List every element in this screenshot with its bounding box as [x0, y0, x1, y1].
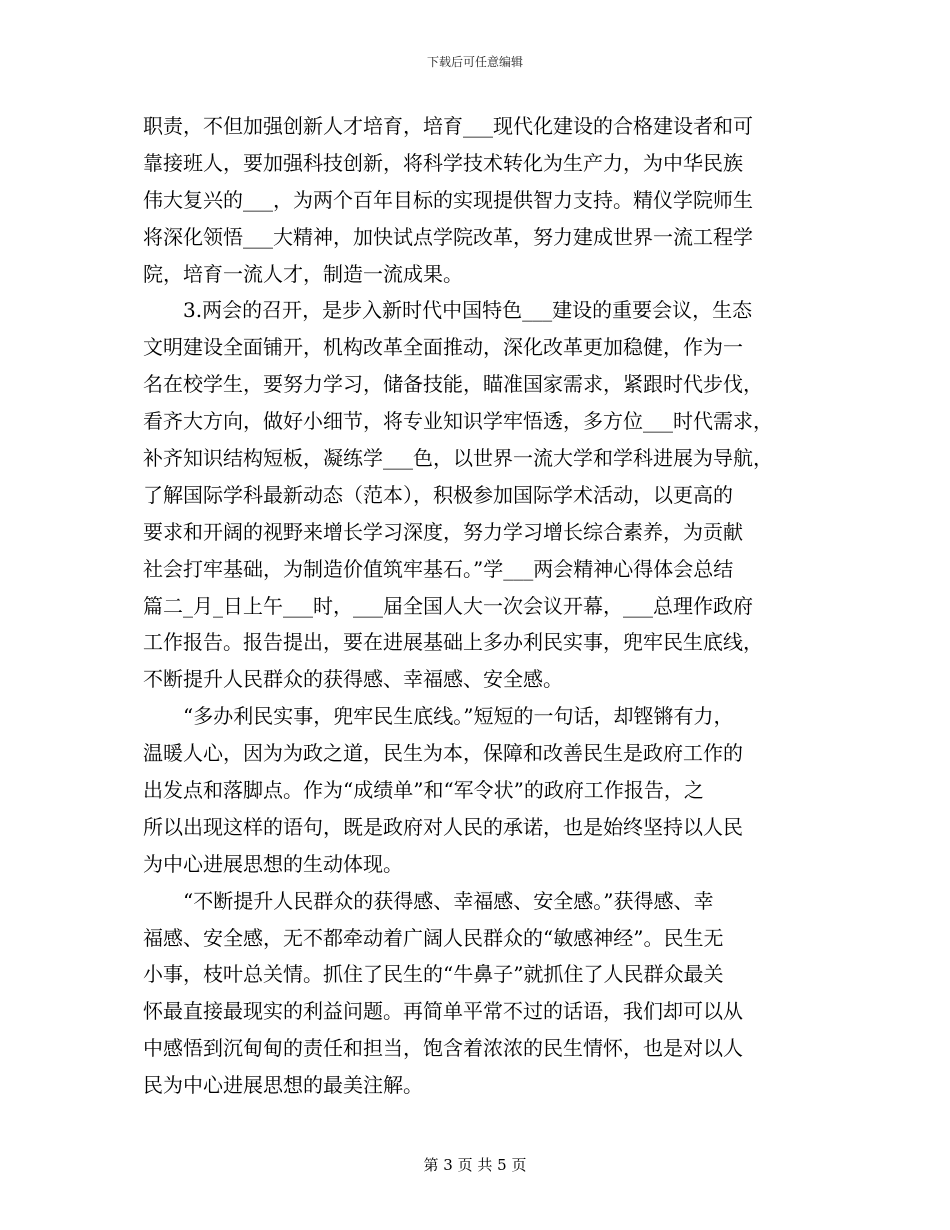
- text-line: “多办利民实事，兜牢民生底线。”短短的一句话，却铿锵有力，: [183, 704, 734, 729]
- text-line: 工作报告。报告提出，要在进展基础上多办利民实事，兜牢民生底线，: [143, 630, 763, 655]
- text-line: 出发点和落脚点。作为“成绩单”和“军令状”的政府工作报告，之: [143, 778, 704, 803]
- text-line: 职责，不但加强创新人才培育，培育___现代化建设的合格建设者和可: [143, 114, 753, 138]
- text-line: 社会打牢基础，为制造价值筑牢基石。”学___两会精神心得体会总结: [143, 556, 734, 581]
- text-line: 文明建设全面铺开，机构改革全面推动，深化改革更加稳健，作为一: [143, 335, 743, 360]
- document-body: [143, 108, 821, 1104]
- text-line: 福感、安全感，无不都牵动着广阔人民群众的“敏感神经”。民生无: [143, 925, 724, 950]
- text-line: 所以出现这样的语句，既是政府对人民的承诺，也是始终坚持以人民: [143, 814, 743, 839]
- text-line: 怀最直接最现实的利益问题。再简单平常不过的话语，我们却可以从: [143, 999, 743, 1024]
- text-line: 看齐大方向，做好小细节，将专业知识学牢悟透，多方位___时代需求，: [143, 409, 773, 434]
- text-line: 要求和开阔的视野来增长学习深度，努力学习增长综合素养，为贡献: [143, 519, 743, 544]
- text-line: 伟大复兴的___，为两个百年目标的实现提供智力支持。精仪学院师生: [143, 187, 753, 212]
- text-line: 篇二_月_日上午___时，___届全国人大一次会议开幕，___总理作政府: [143, 593, 753, 618]
- text-line: 了解国际学科最新动态（范本），积极参加国际学术活动，以更高的: [143, 482, 733, 507]
- text-line: 3.两会的召开，是步入新时代中国特色___建设的重要会议，生态: [183, 298, 753, 323]
- page-header-note: 下载后可任意编辑: [426, 55, 523, 69]
- page-number: 第 3 页 共 5 页: [423, 1156, 527, 1174]
- text-line: “不断提升人民群众的获得感、幸福感、安全感。”获得感、幸: [183, 888, 714, 913]
- text-line: 不断提升人民群众的获得感、幸福感、安全感。: [143, 667, 563, 692]
- text-line: 温暖人心，因为为政之道，民生为本，保障和改善民生是政府工作的: [143, 741, 743, 766]
- text-line: 将深化领悟___大精神，加快试点学院改革，努力建成世界一流工程学: [143, 224, 753, 249]
- text-line: 名在校学生，要努力学习，储备技能，瞄准国家需求，紧跟时代步伐，: [143, 372, 763, 397]
- text-line: 院，培育一流人才，制造一流成果。: [143, 261, 463, 286]
- text-line: 中感悟到沉甸甸的责任和担当，饱含着浓浓的民生情怀，也是对以人: [143, 1036, 743, 1061]
- text-line: 小事，枝叶总关情。抓住了民生的“牛鼻子”就抓住了人民群众最关: [143, 962, 724, 987]
- text-line: 靠接班人，要加强科技创新，将科学技术转化为生产力，为中华民族: [143, 150, 743, 175]
- text-line: 民为中心进展思想的最美注解。: [143, 1073, 423, 1098]
- text-line: 为中心进展思想的生动体现。: [143, 851, 403, 876]
- text-line: 补齐知识结构短板，凝练学___色，以世界一流大学和学科进展为导航，: [143, 446, 773, 471]
